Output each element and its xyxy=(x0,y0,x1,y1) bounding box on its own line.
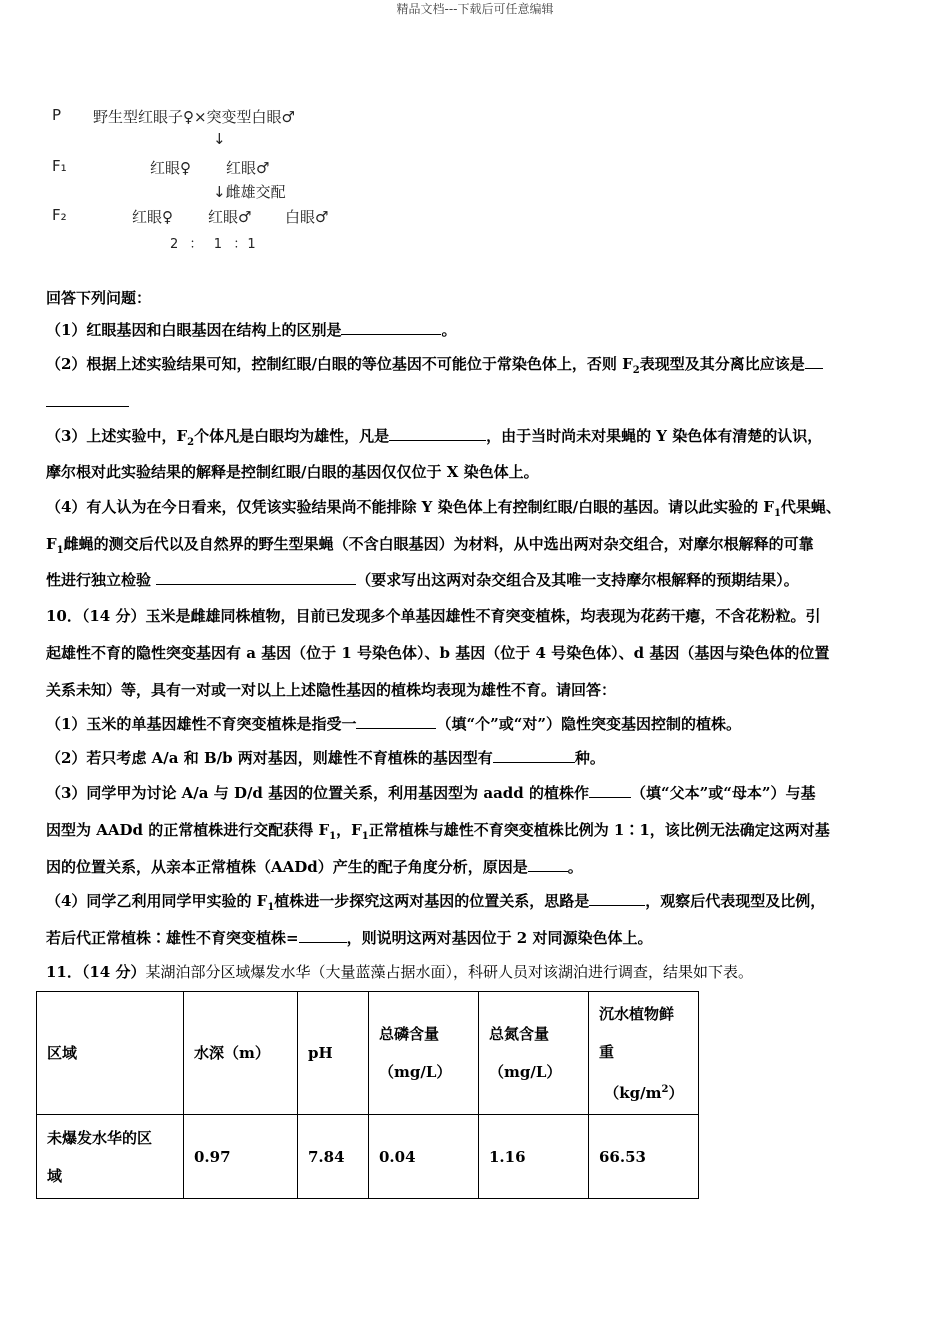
f1-male: 红眼♂ xyxy=(226,159,270,177)
down-arrow-icon: ↓ xyxy=(213,130,226,148)
q9-part4-cont1: $F_1$雌蝇的测交后代以及自然界的野生型果蝇（不含白眼基因）为材料，从中选出两对杂交组合，对摩尔根解释的可靠 xyxy=(46,535,814,556)
q9-part1: （1）红眼基因和白眼基因在结构上的区别是 。 xyxy=(46,321,457,339)
q10-part3-cont2: 因的位置关系，从亲本正常植株（AADd）产生的配子角度分析，原因是 。 xyxy=(46,858,583,876)
p-label: P xyxy=(52,106,62,124)
table-row xyxy=(37,1115,699,1199)
header-phosphorus: 总磷含量 （mg/L） xyxy=(369,992,479,1115)
q9-part2-blank xyxy=(46,392,129,412)
cell-plant-weight: 66.53 xyxy=(589,1115,699,1199)
q10-part4-cont: 若后代正常植株∶雄性不育突变植株= ，则说明这两对基因位于 2 对同源染色体上。 xyxy=(46,929,653,947)
header-region: 区域 xyxy=(37,992,184,1115)
p-generation-text: 野生型红眼子♀×突变型白眼♂ xyxy=(93,108,296,126)
f2-red-female: 红眼♀ xyxy=(132,208,173,226)
table-header-row xyxy=(37,992,699,1115)
q10-part1: （1）玉米的单基因雄性不育突变植株是指受一 （填“个”或“对”）隐性突变基因控制的植株。 xyxy=(46,715,741,733)
cell-phosphorus: 0.04 xyxy=(369,1115,479,1199)
q10-line3: 关系未知）等，具有一对或一对以上上述隐性基因的植株均表现为雄性不育。请回答： xyxy=(46,681,617,699)
cell-nitrogen: 1.16 xyxy=(479,1115,589,1199)
f1-label: F₁ xyxy=(52,157,67,175)
cell-region: 未爆发水华的区 域 xyxy=(37,1115,184,1199)
q9-part2: （2）根据上述实验结果可知，控制红眼/白眼的等位基因不可能位于常染色体上，否则 $F_2$表现型及其分离比应该是 xyxy=(46,354,823,381)
page-header: 精品文档---下载后可任意编辑 xyxy=(396,2,554,16)
q10-part4: （4）同学乙利用同学甲实验的 $F_1$植株进一步探究这两对基因的位置关系，思路是 ，观察后代表现型及比例， xyxy=(46,892,826,913)
header-plant-weight: 沉水植物鲜 重 $(kg/m^2)$ xyxy=(589,992,699,1115)
q9-part3-cont: 摩尔根对此实验结果的解释是控制红眼/白眼的基因仅仅位于 X 染色体上。 xyxy=(46,463,539,481)
q10-part3-cont1: 因型为 AADd 的正常植株进行交配获得 $F_1$，$F_1$正常植株与雄性不育突变植株比例为 1∶1，该比例无法确定这两对基 xyxy=(46,821,830,842)
q10-part3: （3）同学甲为讨论 A/a 与 D/d 基因的位置关系，利用基因型为 aadd 的植株作 （填“父本”或“母本”）与基 xyxy=(46,784,816,802)
f2-label: F₂ xyxy=(52,206,67,224)
f2-ratio: 2 ： 1 ：1 xyxy=(170,237,257,252)
q10-line2: 起雄性不育的隐性突变基因有 a 基因（位于 1 号染色体）、b 基因（位于 4 号染色体）、d 基因（基因与染色体的位置 xyxy=(46,644,830,662)
q10-part2: （2）若只考虑 A/a 和 B/b 两对基因，则雄性不育植株的基因型有 种。 xyxy=(46,749,605,767)
cell-depth: 0.97 xyxy=(184,1115,298,1199)
header-nitrogen: 总氮含量 （mg/L） xyxy=(479,992,589,1115)
q9-intro: 回答下列问题： xyxy=(46,289,152,307)
mating-arrow: ↓雌雄交配 xyxy=(213,183,286,201)
cell-ph: 7.84 xyxy=(298,1115,369,1199)
f2-red-male: 红眼♂ xyxy=(208,208,252,226)
q9-part3: （3）上述实验中，$F_2$个体凡是白眼均为雄性，凡是 ，由于当时尚未对果蝇的 Y 染色体有清楚的认识， xyxy=(46,427,823,448)
f2-white-male: 白眼♂ xyxy=(285,208,329,226)
q10-line1: 10．（14 分）玉米是雌雄同株植物，目前已发现多个单基因雄性不育突变植株，均表现为花药干瘪，不含花粉粒。引 xyxy=(46,607,821,625)
q11-intro: 11．（14 分）某湖泊部分区域爆发水华（大量蓝藻占据水面），科研人员对该湖泊进行调查，结果如下表。 xyxy=(46,963,753,981)
f1-female: 红眼♀ xyxy=(150,159,191,177)
header-ph: pH xyxy=(298,992,369,1115)
survey-table xyxy=(36,991,699,1199)
q9-part4: （4）有人认为在今日看来，仅凭该实验结果尚不能排除 Y 染色体上有控制红眼/白眼的基因。请以此实验的 $F_1$代果蝇、 xyxy=(46,498,841,519)
q9-part4-cont2: 性进行独立检验 （要求写出这两对杂交组合及其唯一支持摩尔根解释的预期结果）。 xyxy=(46,571,799,589)
header-depth: 水深（m） xyxy=(184,992,298,1115)
